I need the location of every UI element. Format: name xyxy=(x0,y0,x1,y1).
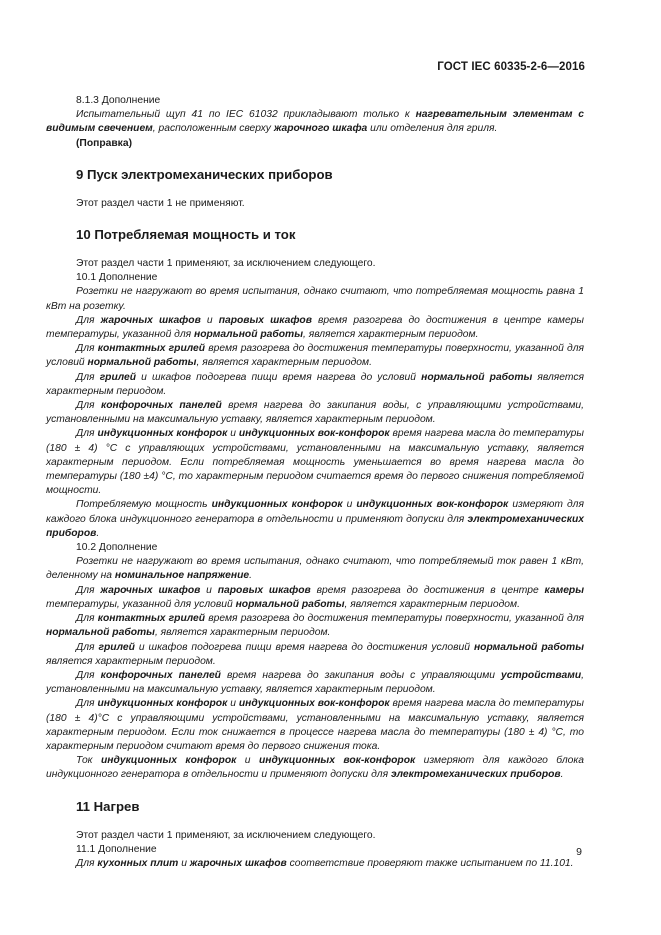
text-run: и xyxy=(227,698,239,710)
section-11-intro: Этот раздел части 1 применяют, за исключением следующего. xyxy=(76,829,376,841)
clause-paragraph xyxy=(46,285,584,313)
amendment-note: (Поправка) xyxy=(76,137,132,149)
clause-paragraph xyxy=(46,555,584,583)
clause-paragraph xyxy=(46,342,584,370)
text-run: . xyxy=(560,769,564,781)
clause-paragraph xyxy=(46,371,584,399)
clause-paragraph xyxy=(46,669,584,697)
defined-term: электромеханических приборов xyxy=(390,769,561,781)
text-run: Ток xyxy=(76,755,101,767)
text-run: соответствие проверяют также испытанием по 11.101. xyxy=(286,857,574,869)
defined-term: номинальное напряжение xyxy=(114,570,250,582)
text-run: Для xyxy=(76,314,101,326)
text-run: и шкафов подогрева пищи время нагрева до достижения условий xyxy=(134,641,474,653)
defined-term: нагревательным элементам с видимым свечением xyxy=(46,109,584,135)
defined-term: индукционных вок-конфорок xyxy=(238,698,390,710)
defined-term: паровых шкафов xyxy=(218,314,312,326)
text-run: и xyxy=(200,314,219,326)
defined-term: электромеханических приборов xyxy=(46,513,584,539)
text-run: Для xyxy=(76,669,101,681)
text-run: и xyxy=(342,499,357,511)
defined-term: жарочных шкафов xyxy=(189,857,287,869)
defined-term: нормальной работы xyxy=(194,329,303,341)
text-run: Для xyxy=(76,857,98,869)
text-run: время разогрева до достижения в центре камеры температуры, указанной для xyxy=(46,314,585,341)
text-run: время нагрева до закипания воды, с управляющими устройствами, установленными на максимальную уставку, является характерным периодом. xyxy=(46,400,584,426)
text-run: время разогрева до достижения температуры поверхности, указанной для xyxy=(205,613,585,625)
text-run: и шкафов подогрева пищи время нагрева до условий xyxy=(136,371,422,383)
defined-term: нормальной работы xyxy=(87,357,197,369)
defined-term: нормальной работы xyxy=(46,627,155,639)
text-run: Розетки не нагружают во время испытания, однако считают, что потребляемая мощность равна 1 кВт на розетку. xyxy=(46,286,584,312)
defined-term: индукционных конфорок xyxy=(211,499,343,511)
defined-term: камеры xyxy=(544,584,585,596)
text-run: время нагрева масла до температуры (180 ± 4)°С с управляющими устройствами, установленными на максимальную уставку, является характерным периодом. Если ток снижается в процессе нагрева масла до температуры (180 ± 4) °С, то характерным периодом считают время до первого снижения тока. xyxy=(46,698,584,752)
clause-paragraph xyxy=(46,314,584,342)
clause-paragraph xyxy=(46,641,584,669)
text-run: Для xyxy=(76,400,101,412)
defined-term: конфорочных панелей xyxy=(101,400,222,412)
clause-paragraph xyxy=(46,427,584,498)
text-run: Для xyxy=(76,698,98,710)
text-run: время нагрева масла до температуры (180 ± 4) °С с управляющих устройствами, установленными на максимальную уставку, является характерным периодом. Если потребляемая мощность уменьшается во время нагрева масла до температуры (180 ±4) °С, то характерным периодом считается время до первого снижения потребляемой мощности. xyxy=(46,428,584,497)
defined-term: нормальной работы xyxy=(235,598,345,610)
defined-term: жарочного шкафа xyxy=(273,123,368,135)
text-run: Для xyxy=(76,371,100,383)
section-9-heading: 9 Пуск электромеханических приборов xyxy=(76,166,333,182)
section-11-heading: 11 Нагрев xyxy=(76,798,140,814)
page-number: 9 xyxy=(576,846,582,858)
text-run: , установленными на максимальную уставку, является характерным периодом. xyxy=(46,669,584,696)
text-run: Для xyxy=(76,428,98,440)
text-run: Для xyxy=(76,613,98,625)
text-run: и xyxy=(200,584,218,596)
text-run: является характерным периодом. xyxy=(46,655,216,667)
defined-term: нормальной работы xyxy=(473,641,584,653)
clause-10-1-number: 10.1 Дополнение xyxy=(76,272,158,284)
clause-10-2-number: 10.2 Дополнение xyxy=(76,542,158,554)
document-code-header: ГОСТ IEC 60335-2-6—2016 xyxy=(437,61,585,73)
text-run: . xyxy=(249,570,253,582)
defined-term: контактных грилей xyxy=(97,343,206,355)
clause-paragraph xyxy=(46,498,584,541)
clause-paragraph xyxy=(46,399,584,427)
defined-term: индукционных вок-конфорок xyxy=(238,428,390,440)
text-run: и xyxy=(178,857,190,869)
defined-term: индукционных вок-конфорок xyxy=(356,499,509,511)
text-run: Для xyxy=(76,641,99,653)
defined-term: индукционных конфорок xyxy=(97,698,228,710)
defined-term: нормальной работы xyxy=(421,371,533,383)
text-run: , является характерным периодом. xyxy=(344,598,520,610)
page-content xyxy=(46,94,584,871)
section-10-intro: Этот раздел части 1 применяют, за исключением следующего. xyxy=(76,258,376,270)
text-run: Для xyxy=(76,343,98,355)
defined-term: индукционных конфорок xyxy=(97,428,228,440)
defined-term: контактных грилей xyxy=(97,613,206,625)
text-run: , расположенным сверху xyxy=(152,123,274,135)
text-run: Потребляемую мощность xyxy=(76,499,212,511)
text-run: , является характерным периодом. xyxy=(154,627,331,639)
defined-term: индукционных конфорок xyxy=(100,755,237,767)
text-run: Для xyxy=(76,584,101,596)
defined-term: жарочных шкафов xyxy=(100,584,201,596)
defined-term: грилей xyxy=(99,371,137,383)
text-run: Розетки не нагружают во время испытания, однако считают, что потребляемый ток равен 1 кВт, деленному на xyxy=(46,556,584,582)
defined-term: устройствами xyxy=(501,669,582,681)
clause-8-1-3-number: 8.1.3 Дополнение xyxy=(76,95,161,106)
text-run: измеряют для каждого блока индукционного генератора в отдельности и применяют допуски для xyxy=(46,755,584,781)
clause-11-1-number: 11.1 Дополнение xyxy=(76,843,157,855)
text-run: и xyxy=(236,755,259,767)
text-run: и xyxy=(227,428,239,440)
text-run: время разогрева до достижения температуры поверхности, указанной для условий xyxy=(46,343,585,369)
section-10-heading: 10 Потребляемая мощность и ток xyxy=(76,227,296,243)
defined-term: грилей xyxy=(98,641,135,653)
text-run: измеряют для каждого блока индукционного генератора в отдельности и применяют допуски для xyxy=(46,499,584,525)
defined-term: кухонных плит xyxy=(97,857,179,869)
defined-term: жарочных шкафов xyxy=(100,314,201,326)
text-run: время нагрева до закипания воды с управляющими xyxy=(220,669,502,681)
clause-paragraph xyxy=(46,754,584,782)
clause-paragraph xyxy=(46,612,584,640)
text-run: время разогрева до достижения в центре xyxy=(310,584,545,596)
clause-paragraph xyxy=(46,584,584,612)
text-run: или отделения для гриля. xyxy=(367,123,498,135)
text-run: , является характерным периодом. xyxy=(303,329,479,341)
section-9-text: Этот раздел части 1 не применяют. xyxy=(76,197,245,209)
defined-term: конфорочных панелей xyxy=(100,669,221,681)
defined-term: паровых шкафов xyxy=(217,584,311,596)
text-run: . xyxy=(96,527,100,539)
defined-term: индукционных вок-конфорок xyxy=(258,755,416,767)
clause-11-1-text xyxy=(46,857,584,871)
clause-10-1-paragraphs xyxy=(46,285,584,541)
text-run: является характерным периодом. xyxy=(46,371,584,397)
text-run: температуры, указанной для условий xyxy=(46,598,236,610)
clause-paragraph xyxy=(46,697,584,754)
text-run: Испытательный щуп 41 по IEC 61032 прикладывают только к xyxy=(76,109,416,121)
text-run: , является характерным периодом. xyxy=(196,357,372,369)
clause-8-1-3-text xyxy=(46,108,584,136)
clause-10-2-paragraphs xyxy=(46,555,584,782)
